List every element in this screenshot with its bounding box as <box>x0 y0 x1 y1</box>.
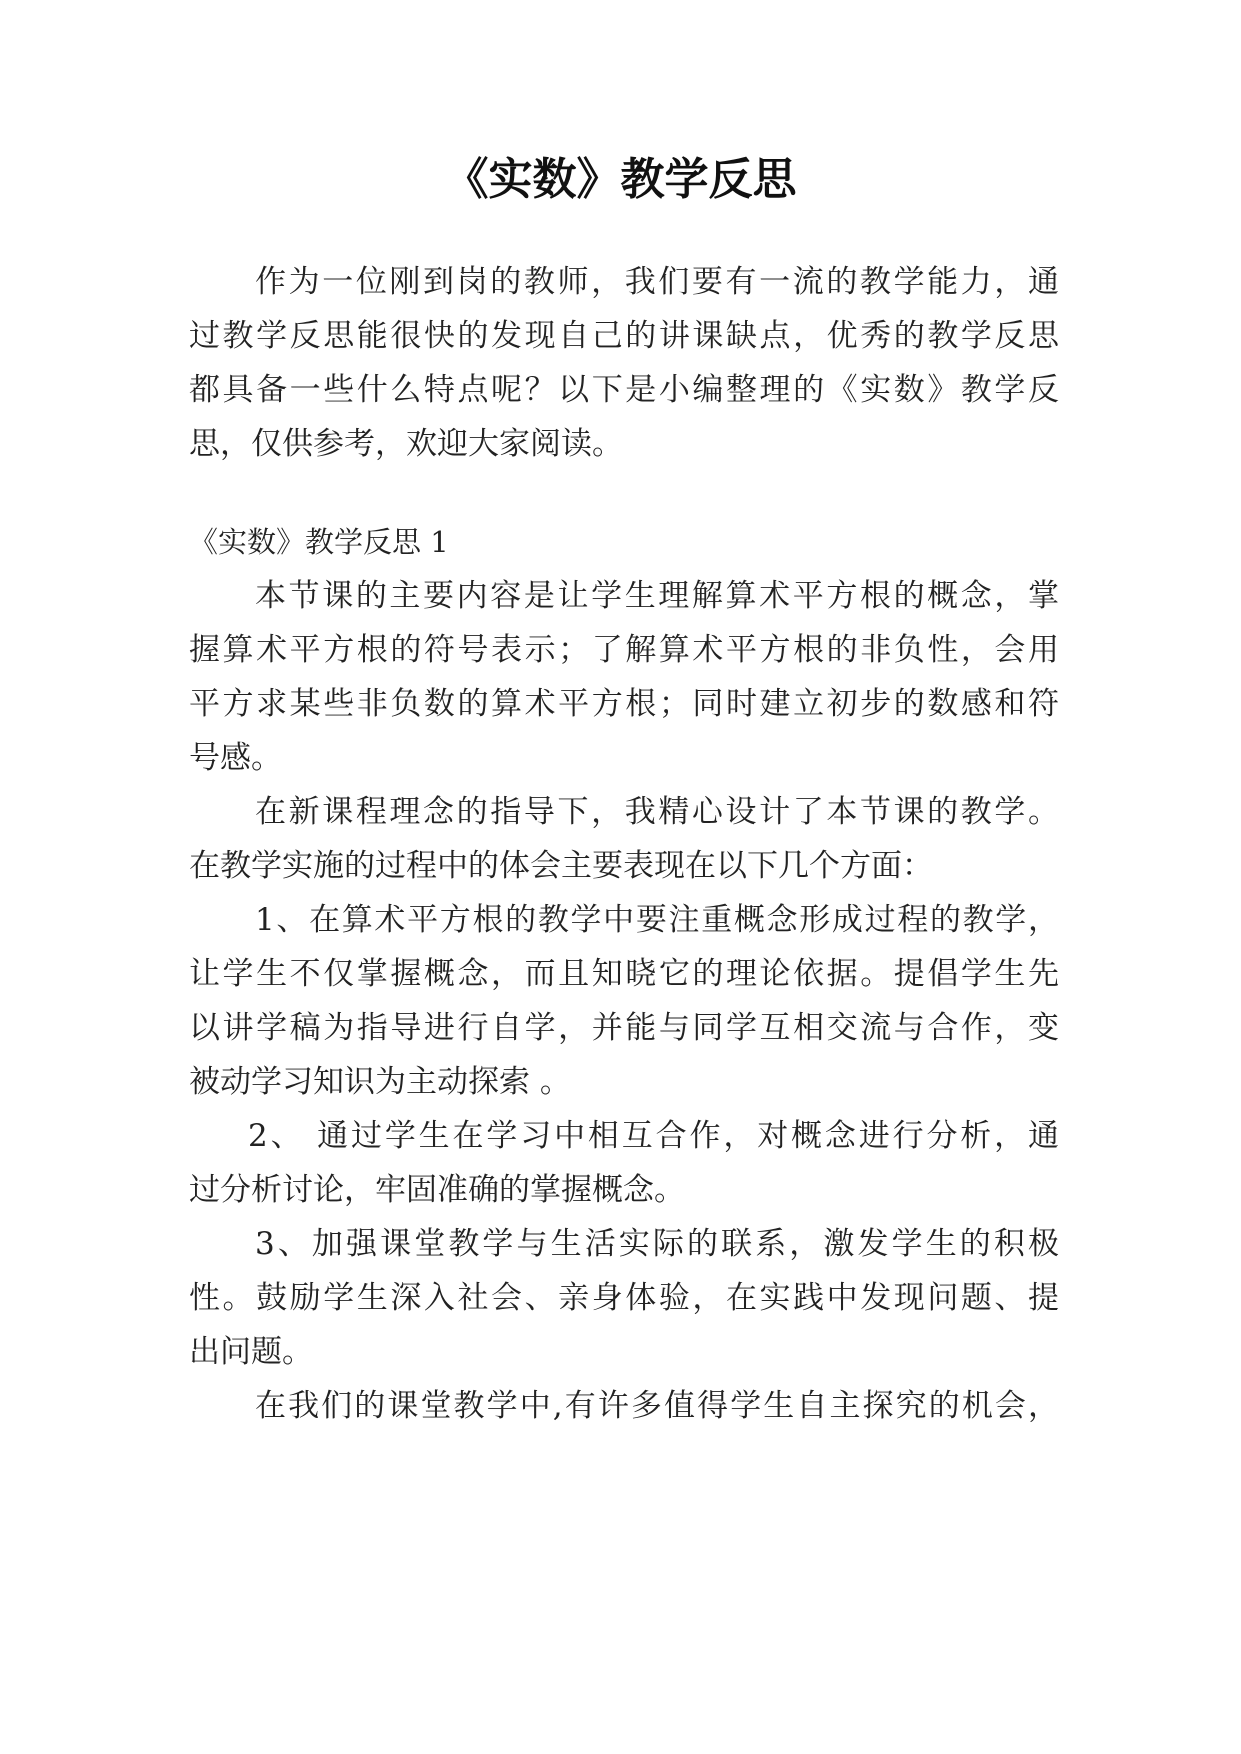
intro-line-2: 过教学反思能很快的发现自己的讲课缺点，优秀的教学反思 <box>189 318 1059 354</box>
body-line-11: 2、 通过学生在学习中相互合作，对概念进行分析，通 <box>248 1118 1059 1154</box>
body-line-15: 出问题。 <box>189 1334 313 1370</box>
intro-line-1: 作为一位刚到岗的教师，我们要有一流的教学能力，通 <box>255 264 1059 300</box>
intro-line-4: 思，仅供参考，欢迎大家阅读。 <box>189 426 623 462</box>
intro-line-3: 都具备一些什么特点呢？以下是小编整理的《实数》教学反 <box>189 372 1059 408</box>
body-line-7: 1、在算术平方根的教学中要注重概念形成过程的教学， <box>255 902 1059 938</box>
document-title: 《实数》教学反思 <box>444 154 797 205</box>
body-line-16: 在我们的课堂教学中,有许多值得学生自主探究的机会， <box>255 1388 1059 1424</box>
body-line-1: 本节课的主要内容是让学生理解算术平方根的概念，掌 <box>255 578 1059 614</box>
body-line-3: 平方求某些非负数的算术平方根；同时建立初步的数感和符 <box>189 686 1059 722</box>
body-line-10: 被动学习知识为主动探索 。 <box>189 1064 571 1100</box>
body-line-5: 在新课程理念的指导下，我精心设计了本节课的教学。 <box>255 794 1059 830</box>
body-line-13: 3、加强课堂教学与生活实际的联系，激发学生的积极 <box>255 1226 1059 1262</box>
section-heading: 《实数》教学反思 1 <box>189 525 449 559</box>
body-line-2: 握算术平方根的符号表示；了解算术平方根的非负性，会用 <box>189 632 1059 668</box>
body-line-4: 号感。 <box>189 740 282 776</box>
body-line-12: 过分析讨论，牢固准确的掌握概念。 <box>189 1172 685 1208</box>
body-line-9: 以讲学稿为指导进行自学，并能与同学互相交流与合作，变 <box>189 1010 1059 1046</box>
body-line-8: 让学生不仅掌握概念，而且知晓它的理论依据。提倡学生先 <box>189 956 1059 992</box>
body-line-6: 在教学实施的过程中的体会主要表现在以下几个方面： <box>189 848 933 884</box>
body-line-14: 性。鼓励学生深入社会、亲身体验，在实践中发现问题、提 <box>189 1280 1059 1316</box>
